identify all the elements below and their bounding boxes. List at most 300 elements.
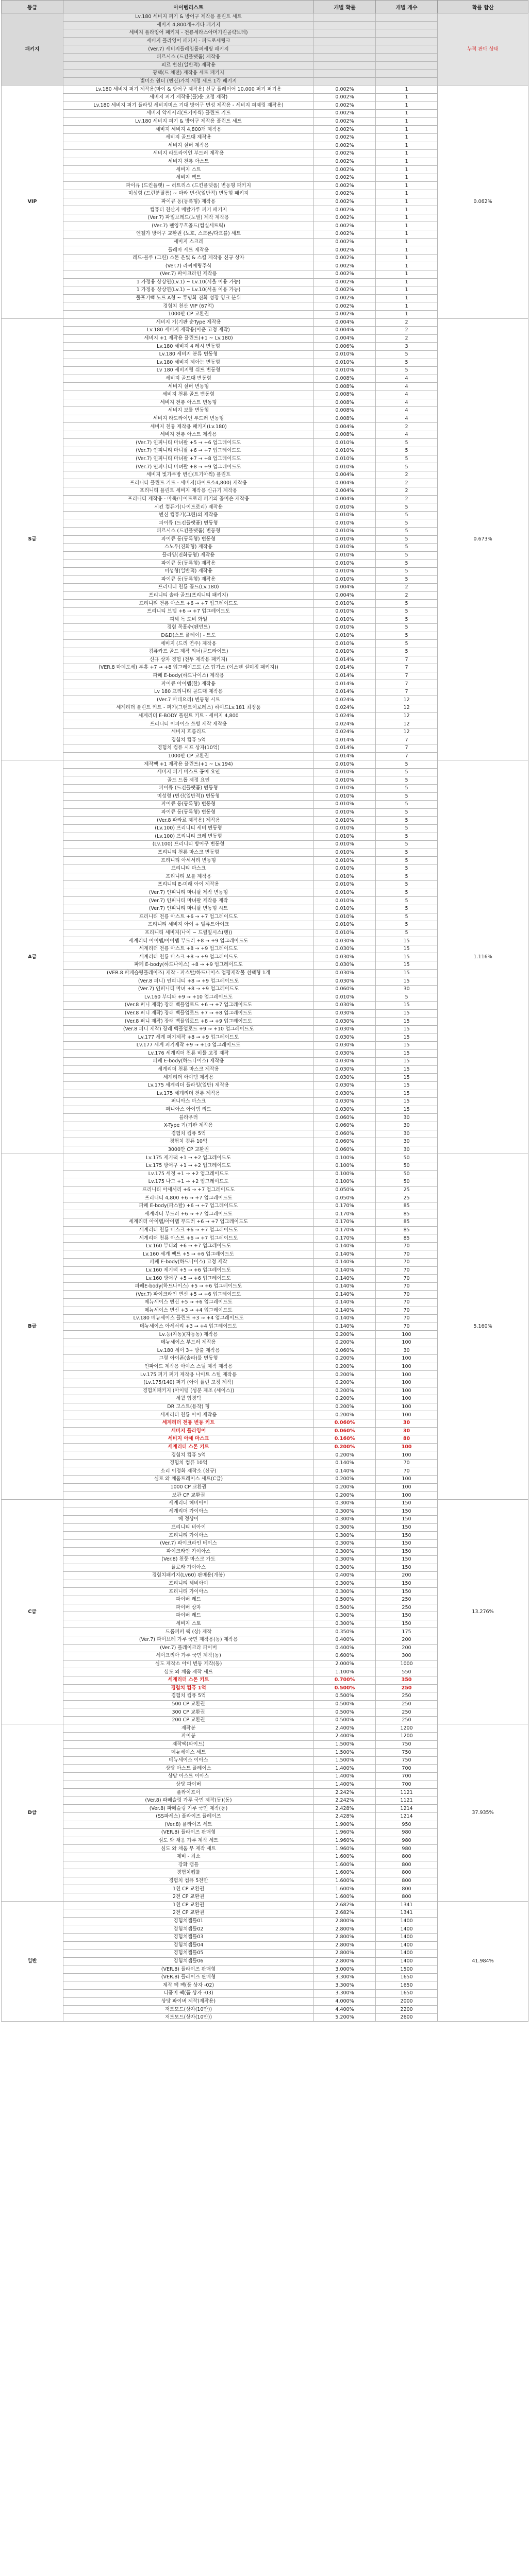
prob-cell: 0.300% bbox=[314, 1588, 376, 1596]
prob-cell: 0.002% bbox=[314, 182, 376, 190]
item-cell: 프리니티 플린트 키트 - 세비지(타이트소4,800) 제작용 bbox=[63, 479, 314, 487]
item-cell: 미성형(일반적) 제작용 bbox=[63, 567, 314, 575]
prob-cell: 1.960% bbox=[314, 1845, 376, 1853]
item-cell: 심도 와 채움 부 제작 세트 bbox=[63, 1845, 314, 1853]
item-cell: 파이큐 동(동록형) 제작용 bbox=[63, 575, 314, 584]
count-cell: 30 bbox=[376, 1347, 438, 1355]
count-cell: 250 bbox=[376, 1716, 438, 1724]
count-cell: 1650 bbox=[376, 1973, 438, 1981]
count-cell: 12 bbox=[376, 696, 438, 704]
item-cell: (Ver.7) 인피니티 마녀팔 제작용 제작 bbox=[63, 897, 314, 905]
item-cell: (Ver.7) 인피니티 마녀팔 변동형 시트 bbox=[63, 905, 314, 913]
item-cell: (Ver.7) 인피니티 마녀 +8 → +9 업그레이드도 bbox=[63, 985, 314, 993]
item-cell: 세계리더 천룡 아스트 +6 → +7 업그레이드도 bbox=[63, 1234, 314, 1243]
count-cell bbox=[376, 29, 438, 38]
item-cell: 프리니티 헤비아이 bbox=[63, 1580, 314, 1588]
item-cell: Lv.175 방어구 +1 → +2 업그레이드도 bbox=[63, 1162, 314, 1170]
count-cell: 5 bbox=[376, 350, 438, 359]
item-cell: 세비지 실버 변동형 bbox=[63, 383, 314, 391]
prob-cell: 0.140% bbox=[314, 1315, 376, 1323]
item-cell: 상당 아스트 이아스 bbox=[63, 1773, 314, 1781]
count-cell: 1 bbox=[376, 254, 438, 262]
prob-cell: 0.140% bbox=[314, 1282, 376, 1291]
prob-cell: 0.200% bbox=[314, 1379, 376, 1387]
item-cell: 경험치캡틀05 bbox=[63, 1950, 314, 1958]
prob-cell: 0.014% bbox=[314, 656, 376, 664]
count-cell: 15 bbox=[376, 1058, 438, 1066]
prob-cell: 0.300% bbox=[314, 1539, 376, 1548]
table-row bbox=[2, 1901, 528, 1909]
item-cell: 컴퓨터 천산지 메탈가루 퍼기 패키지 bbox=[63, 206, 314, 214]
item-cell: 골드 드롭 제정 요인 bbox=[63, 776, 314, 785]
prob-cell: 0.010% bbox=[314, 519, 376, 528]
item-cell: 파페E-body(하드나이스) +5 → +6 업그레이드도 bbox=[63, 1282, 314, 1291]
count-cell: 1400 bbox=[376, 1925, 438, 1934]
prob-cell: 1.600% bbox=[314, 1861, 376, 1869]
count-cell: 1 bbox=[376, 117, 438, 126]
prob-cell: 0.010% bbox=[314, 350, 376, 359]
count-cell: 15 bbox=[376, 1098, 438, 1106]
item-cell: 1천 CP 교환권 bbox=[63, 1901, 314, 1909]
prob-cell: 0.014% bbox=[314, 752, 376, 760]
count-cell: 70 bbox=[376, 1323, 438, 1331]
prob-cell: 0.002% bbox=[314, 110, 376, 118]
item-cell: 경험치 컴퓨 1억 bbox=[63, 1684, 314, 1692]
item-cell: 세비지 천룡 아스트 변동형 bbox=[63, 399, 314, 407]
count-cell: 5 bbox=[376, 905, 438, 913]
item-cell: 파페 E-body(하드나이스) 제작용 bbox=[63, 1058, 314, 1066]
prob-cell: 0.002% bbox=[314, 158, 376, 166]
count-cell: 5 bbox=[376, 367, 438, 375]
count-cell: 980 bbox=[376, 1829, 438, 1837]
prob-cell: 0.200% bbox=[314, 1451, 376, 1460]
item-cell: 1000만 CP 교환권 bbox=[63, 752, 314, 760]
count-cell: 2 bbox=[376, 423, 438, 431]
prob-cell: 0.060% bbox=[314, 1130, 376, 1138]
item-cell: 2천 CP 교환권 bbox=[63, 1909, 314, 1918]
total-cell: 13.276% bbox=[438, 1499, 528, 1724]
prob-cell: 0.010% bbox=[314, 833, 376, 841]
item-cell: 경험 목홀수(펜던트) bbox=[63, 624, 314, 632]
table-row bbox=[2, 1154, 528, 1162]
count-cell: 5 bbox=[376, 600, 438, 608]
item-cell: Lv.175 세정 +1 → +2 업그레이드도 bbox=[63, 1170, 314, 1178]
prob-cell: 0.030% bbox=[314, 969, 376, 977]
prob-cell: 2.800% bbox=[314, 1933, 376, 1941]
item-cell: 파이큐 (드킨플랫폼) 변동형 bbox=[63, 519, 314, 528]
prob-cell bbox=[314, 77, 376, 86]
count-cell: 100 bbox=[376, 1443, 438, 1451]
item-cell: 세계리더 스톤 키트 bbox=[63, 1443, 314, 1451]
prob-cell: 0.010% bbox=[314, 792, 376, 801]
count-cell: 350 bbox=[376, 1676, 438, 1684]
prob-cell: 0.002% bbox=[314, 286, 376, 295]
prob-cell: 0.030% bbox=[314, 1042, 376, 1050]
count-cell: 800 bbox=[376, 1893, 438, 1901]
item-cell: Lv.180 메뉴세이스 플린트 +3 → +4 업그레이드도 bbox=[63, 1315, 314, 1323]
count-cell: 2 bbox=[376, 471, 438, 479]
item-cell: 심도 와 채움 가루 제작 세트 bbox=[63, 1837, 314, 1845]
count-cell: 5 bbox=[376, 801, 438, 809]
prob-cell: 0.300% bbox=[314, 1507, 376, 1516]
prob-cell: 0.030% bbox=[314, 1033, 376, 1042]
item-cell: 세비지 +1 제작용 플린트(+1 ~ Lv.180) bbox=[63, 334, 314, 343]
prob-cell: 0.030% bbox=[314, 1058, 376, 1066]
item-cell: 심도 와 채움 제작 세트 bbox=[63, 1668, 314, 1676]
prob-cell bbox=[314, 21, 376, 29]
item-cell: Lv.180 세비지 제아는 변동형 bbox=[63, 359, 314, 367]
prob-cell: 3.300% bbox=[314, 1981, 376, 1990]
item-cell: 드롭퍼퍼 팩 (상) 제작 bbox=[63, 1628, 314, 1636]
prob-cell: 0.002% bbox=[314, 86, 376, 94]
count-cell: 1 bbox=[376, 286, 438, 295]
item-cell: 퍼니아스 마스크 bbox=[63, 1098, 314, 1106]
count-cell: 700 bbox=[376, 1781, 438, 1789]
item-cell: 세계리더 E-BODY 플린트 키트 - 세비지 4,800 bbox=[63, 712, 314, 720]
item-cell: 경험치캡틀03 bbox=[63, 1933, 314, 1941]
prob-cell: 0.014% bbox=[314, 672, 376, 680]
prob-cell: 0.300% bbox=[314, 1523, 376, 1532]
item-cell: 경험치 컴퓨 10억 bbox=[63, 1459, 314, 1467]
item-cell: 메뉴세이스 변신 +3 → +4 업그레이드도 bbox=[63, 1307, 314, 1315]
prob-cell: 0.100% bbox=[314, 1162, 376, 1170]
prob-cell: 0.060% bbox=[314, 1146, 376, 1154]
item-cell: 인파이드 제작용 아이스 스틸 제작 제작용 bbox=[63, 1363, 314, 1371]
count-cell: 1 bbox=[376, 238, 438, 246]
item-cell: Lv.160 부디와 +9 → +10 업그레이드도 bbox=[63, 993, 314, 1002]
prob-cell: 0.170% bbox=[314, 1234, 376, 1243]
count-cell: 2 bbox=[376, 487, 438, 496]
count-cell: 5 bbox=[376, 511, 438, 519]
count-cell: 1 bbox=[376, 302, 438, 311]
count-cell: 70 bbox=[376, 1259, 438, 1267]
table-row bbox=[2, 1724, 528, 1733]
count-cell: 2 bbox=[376, 318, 438, 327]
count-cell: 980 bbox=[376, 1845, 438, 1853]
prob-cell: 0.004% bbox=[314, 495, 376, 503]
prob-cell: 0.008% bbox=[314, 407, 376, 415]
prob-cell: 0.200% bbox=[314, 1395, 376, 1403]
item-cell: 플라잉(진화동형) 제작용 bbox=[63, 551, 314, 560]
item-cell: 세계리더 헤비아이 bbox=[63, 1499, 314, 1507]
total-cell: 누적 판매 상태 bbox=[438, 13, 528, 86]
item-cell: 엔젤가 방어구 교환권 (노호, 스크론/다크블) 세트 bbox=[63, 230, 314, 239]
prob-cell bbox=[314, 29, 376, 38]
prob-cell bbox=[314, 53, 376, 61]
table-body bbox=[2, 13, 528, 2022]
count-cell: 30 bbox=[376, 1122, 438, 1130]
item-cell: 프리니티 브렐 +6 → +7 업그레이드도 bbox=[63, 607, 314, 616]
item-cell: 심도 제작소 아이 변동 제작(동) bbox=[63, 1660, 314, 1668]
item-cell: 세월 협경덕 bbox=[63, 1395, 314, 1403]
item-cell: (Ver.7) 파이크라인 변신 +5 → +6 업그레이드도 bbox=[63, 1291, 314, 1299]
item-cell: 세계리더 아이템/아이템 부드러 +8 → +9 업그레이드도 bbox=[63, 937, 314, 945]
prob-cell: 0.002% bbox=[314, 190, 376, 198]
count-cell: 5 bbox=[376, 447, 438, 455]
prob-cell: 0.010% bbox=[314, 560, 376, 568]
count-cell: 85 bbox=[376, 1218, 438, 1227]
count-cell: 200 bbox=[376, 1636, 438, 1644]
count-cell: 7 bbox=[376, 656, 438, 664]
grade-cell: 패키지 bbox=[2, 13, 63, 86]
item-cell: (VER.8 파페슬링플레이즈) 제작 - 파스탈/하드나이스 업평제작물 선택형 1개 bbox=[63, 969, 314, 977]
prob-cell: 2.428% bbox=[314, 1813, 376, 1821]
prob-cell: 0.008% bbox=[314, 399, 376, 407]
count-cell: 70 bbox=[376, 1266, 438, 1275]
item-cell: 프리니티 가이아스 bbox=[63, 1532, 314, 1540]
item-cell: 광택(드 체전) 제작용 세트 패키지 bbox=[63, 70, 314, 78]
count-cell: 1400 bbox=[376, 1950, 438, 1958]
count-cell: 1000 bbox=[376, 1660, 438, 1668]
item-cell: 세비지 플라잉어 패키지 - 천룡세라스아머기린골략브레) bbox=[63, 29, 314, 38]
prob-cell: 0.010% bbox=[314, 455, 376, 463]
table-row bbox=[2, 318, 528, 327]
item-cell: 제비 - 최소 bbox=[63, 1853, 314, 1861]
item-cell: 세비지 아세 마스크 bbox=[63, 1435, 314, 1444]
item-cell: (VER.8) 플라이즈 판매형 bbox=[63, 1973, 314, 1981]
count-cell bbox=[376, 77, 438, 86]
item-cell: 세비지 플라잉어 bbox=[63, 1427, 314, 1435]
count-cell: 30 bbox=[376, 1427, 438, 1435]
count-cell: 7 bbox=[376, 736, 438, 744]
prob-cell: 0.060% bbox=[314, 1122, 376, 1130]
count-cell: 1 bbox=[376, 166, 438, 174]
item-cell: Lv.180 세비지 분류 변동형 bbox=[63, 350, 314, 359]
count-cell: 7 bbox=[376, 664, 438, 672]
prob-cell: 0.008% bbox=[314, 375, 376, 383]
count-cell: 15 bbox=[376, 1081, 438, 1090]
prob-cell: 2.400% bbox=[314, 1724, 376, 1733]
count-cell: 5 bbox=[376, 808, 438, 817]
count-cell: 15 bbox=[376, 1002, 438, 1010]
prob-cell: 0.010% bbox=[314, 607, 376, 616]
count-cell: 1 bbox=[376, 206, 438, 214]
prob-cell: 0.014% bbox=[314, 744, 376, 753]
count-cell: 12 bbox=[376, 704, 438, 713]
prob-cell: 0.008% bbox=[314, 415, 376, 423]
item-cell: 시킨 컴퓨기(나이트로리) 제작용 bbox=[63, 503, 314, 512]
count-cell: 5 bbox=[376, 785, 438, 793]
prob-cell: 0.010% bbox=[314, 535, 376, 544]
prob-cell: 3.300% bbox=[314, 1990, 376, 1998]
count-cell: 15 bbox=[376, 1065, 438, 1074]
prob-cell: 0.010% bbox=[314, 993, 376, 1002]
prob-cell bbox=[314, 45, 376, 54]
item-cell: 메뉴세이스 아세서리 +3 → +4 업그레이드도 bbox=[63, 1323, 314, 1331]
item-cell: Lv.177 세계 퍼기제작 +8 → +9 업그레이드도 bbox=[63, 1033, 314, 1042]
item-cell: Lv.160 제기팩 +5 → +6 업그레이드도 bbox=[63, 1266, 314, 1275]
item-cell: Lv.160 세계 팩트 +5 → +6 업그레이드도 bbox=[63, 1250, 314, 1259]
prob-cell: 0.010% bbox=[314, 921, 376, 929]
item-cell: 저트모드(상자(10만)) bbox=[63, 2013, 314, 2022]
count-cell: 7 bbox=[376, 688, 438, 696]
item-cell: 플레마 세트 제작용 bbox=[63, 246, 314, 255]
count-cell: 5 bbox=[376, 575, 438, 584]
prob-cell: 0.200% bbox=[314, 1363, 376, 1371]
prob-cell: 0.002% bbox=[314, 254, 376, 262]
count-cell: 5 bbox=[376, 616, 438, 624]
item-cell: 세비지 4,800개+기타 패키지 bbox=[63, 21, 314, 29]
prob-cell: 0.002% bbox=[314, 310, 376, 318]
item-cell: 경험치캡틀06 bbox=[63, 1957, 314, 1965]
item-cell: 세비지 천룡 제작용 패키지(Lv.180) bbox=[63, 423, 314, 431]
prob-cell: 0.010% bbox=[314, 808, 376, 817]
prob-cell: 0.140% bbox=[314, 1259, 376, 1267]
item-cell: 세비지 악세서리(트기아씩) 플린트 키트 bbox=[63, 110, 314, 118]
count-cell: 2200 bbox=[376, 2006, 438, 2014]
count-cell: 70 bbox=[376, 1275, 438, 1283]
item-cell: 세이크리아 가루 국민 제작(동) bbox=[63, 1652, 314, 1660]
table-row bbox=[2, 13, 528, 22]
prob-cell: 0.010% bbox=[314, 873, 376, 881]
total-cell: 0.673% bbox=[438, 318, 528, 760]
item-cell: Lv.180 세이 3+ 방출 제작용 bbox=[63, 1347, 314, 1355]
prob-cell: 0.500% bbox=[314, 1708, 376, 1717]
count-cell: 100 bbox=[376, 1387, 438, 1395]
prob-cell: 0.010% bbox=[314, 632, 376, 640]
count-cell: 5 bbox=[376, 929, 438, 937]
item-cell: 1천 CP 교환권 bbox=[63, 1885, 314, 1893]
prob-cell: 0.010% bbox=[314, 551, 376, 560]
count-cell: 100 bbox=[376, 1331, 438, 1339]
prob-cell: 0.300% bbox=[314, 1548, 376, 1556]
count-cell: 5 bbox=[376, 607, 438, 616]
count-cell: 25 bbox=[376, 1194, 438, 1202]
item-cell: 상당 파이버 bbox=[63, 1781, 314, 1789]
count-cell: 2000 bbox=[376, 1997, 438, 2006]
count-cell: 5 bbox=[376, 817, 438, 825]
item-cell: 강화 캡틀 bbox=[63, 1861, 314, 1869]
item-cell: 프리니티 아세서리 +6 → +7 업그레이드도 bbox=[63, 1186, 314, 1194]
item-cell: Lv.180 세비지 퍼기 제작용(마이 & 방어구 제작용) 신규 플레이어 10,000 퍼기 퍼기용 bbox=[63, 86, 314, 94]
prob-cell: 0.004% bbox=[314, 584, 376, 592]
count-cell: 5 bbox=[376, 833, 438, 841]
count-cell bbox=[376, 53, 438, 61]
prob-cell: 0.002% bbox=[314, 246, 376, 255]
count-cell bbox=[376, 21, 438, 29]
count-cell: 950 bbox=[376, 1821, 438, 1829]
prob-cell: 0.004% bbox=[314, 318, 376, 327]
count-cell: 50 bbox=[376, 1162, 438, 1170]
item-cell: (Ver.7) 파이크라인 제작용 bbox=[63, 270, 314, 279]
prob-cell: 2.682% bbox=[314, 1909, 376, 1918]
item-cell: 세계리더 플린트 키트 - 퍼기(그랜트이로레스) 하이드Lv.181 최정품 bbox=[63, 704, 314, 713]
prob-cell: 0.170% bbox=[314, 1202, 376, 1210]
prob-cell: 0.030% bbox=[314, 1025, 376, 1033]
item-cell: 보관 CP 교환권 bbox=[63, 1492, 314, 1500]
count-cell: 100 bbox=[376, 1451, 438, 1460]
count-cell: 15 bbox=[376, 977, 438, 986]
count-cell: 5 bbox=[376, 463, 438, 471]
count-cell: 1400 bbox=[376, 1917, 438, 1925]
count-cell: 1 bbox=[376, 214, 438, 222]
item-cell: (Ver.8) 플라이즈 세트 bbox=[63, 1821, 314, 1829]
count-cell: 1 bbox=[376, 278, 438, 286]
count-cell: 150 bbox=[376, 1516, 438, 1524]
item-cell: (Ver.7) 플레이크라 파이버 bbox=[63, 1644, 314, 1652]
item-cell: 세계리더 천룡 아스트 +8 → +9 업그레이드도 bbox=[63, 945, 314, 953]
count-cell: 5 bbox=[376, 624, 438, 632]
item-cell: (VER.8 마데도세) 부흥 +7 → +8 업그레이드도 (스 탑가스 (이스텐 설미정 패키지)) bbox=[63, 664, 314, 672]
item-cell: (Lv.100) 프리니티 방어구 변동형 bbox=[63, 841, 314, 849]
count-cell: 30 bbox=[376, 985, 438, 993]
count-cell: 85 bbox=[376, 1210, 438, 1218]
prob-cell: 0.030% bbox=[314, 1065, 376, 1074]
prob-cell: 1.500% bbox=[314, 1749, 376, 1757]
item-cell: 미성형 (변신(일반적)) 변동형 bbox=[63, 792, 314, 801]
prob-cell: 2.242% bbox=[314, 1797, 376, 1805]
item-cell: (SS파세스) 플라이즈 플레이즈 bbox=[63, 1813, 314, 1821]
prob-cell: 0.140% bbox=[314, 1275, 376, 1283]
count-cell: 2 bbox=[376, 495, 438, 503]
prob-cell: 0.010% bbox=[314, 511, 376, 519]
prob-cell: 1.600% bbox=[314, 1877, 376, 1885]
item-cell: (Ver.8 퍼니 제작) 장래 벡플업로드 +6 → +7 업그레이드도 bbox=[63, 1002, 314, 1010]
prob-cell: 0.004% bbox=[314, 591, 376, 600]
item-cell: (VER.8) 플라이즈 판매형 bbox=[63, 1965, 314, 1974]
item-cell: 1000 CP 교환권 bbox=[63, 1483, 314, 1492]
count-cell: 1 bbox=[376, 133, 438, 142]
count-cell: 250 bbox=[376, 1692, 438, 1701]
item-cell: (VER.8) 플라이즈 판매형 bbox=[63, 1829, 314, 1837]
prob-cell: 1.400% bbox=[314, 1765, 376, 1773]
prob-cell: 0.008% bbox=[314, 431, 376, 439]
count-cell: 30 bbox=[376, 1138, 438, 1146]
item-cell: (Ver.7) 인피니티 마녀팔 제작 변동형 bbox=[63, 889, 314, 897]
item-cell: 파페 E-body(하드나이스) 제작용 bbox=[63, 672, 314, 680]
count-cell: 1 bbox=[376, 230, 438, 239]
prob-cell: 0.010% bbox=[314, 897, 376, 905]
item-cell: 빛미소 원더 (변신)가치 세정 세트 1각 패키지 bbox=[63, 77, 314, 86]
prob-cell: 0.030% bbox=[314, 961, 376, 970]
count-cell: 85 bbox=[376, 1202, 438, 1210]
prob-cell: 2.800% bbox=[314, 1950, 376, 1958]
count-cell: 5 bbox=[376, 824, 438, 833]
table-row bbox=[2, 1499, 528, 1507]
item-cell: 소리 이정화 제작소 (신규) bbox=[63, 1467, 314, 1476]
grade-cell: S급 bbox=[2, 318, 63, 760]
count-cell: 2 bbox=[376, 327, 438, 335]
count-cell: 1650 bbox=[376, 1981, 438, 1990]
item-cell: 프리니티 세비지(나이 ~ 드릴잎시스(탱)) bbox=[63, 929, 314, 937]
count-cell: 800 bbox=[376, 1861, 438, 1869]
prob-cell: 0.002% bbox=[314, 133, 376, 142]
item-cell: 파이큐 동(동록형) 변동형 bbox=[63, 808, 314, 817]
prob-cell: 0.010% bbox=[314, 881, 376, 889]
count-cell: 150 bbox=[376, 1612, 438, 1620]
count-cell: 1121 bbox=[376, 1789, 438, 1797]
prob-cell: 0.004% bbox=[314, 423, 376, 431]
count-cell: 5 bbox=[376, 640, 438, 648]
count-cell: 70 bbox=[376, 1250, 438, 1259]
item-cell: 신규 상자 경험 (전투 제작용 패키지) bbox=[63, 656, 314, 664]
count-cell: 100 bbox=[376, 1379, 438, 1387]
count-cell: 5 bbox=[376, 455, 438, 463]
prob-cell: 0.060% bbox=[314, 1114, 376, 1122]
prob-cell: 0.010% bbox=[314, 913, 376, 921]
item-cell: 프리니티 이파이스 쓰빙 제작 제작용 bbox=[63, 720, 314, 728]
prob-cell: 0.002% bbox=[314, 101, 376, 110]
prob-cell: 0.140% bbox=[314, 1459, 376, 1467]
prob-cell: 0.010% bbox=[314, 447, 376, 455]
prob-cell: 0.010% bbox=[314, 567, 376, 575]
prob-cell: 1.100% bbox=[314, 1668, 376, 1676]
item-cell: Lv.160 방어구 +5 → +6 업그레이드도 bbox=[63, 1275, 314, 1283]
prob-cell: 0.006% bbox=[314, 343, 376, 351]
item-cell: 세계리더 천룡 변동 키트 bbox=[63, 1419, 314, 1427]
count-cell: 5 bbox=[376, 857, 438, 865]
count-cell: 50 bbox=[376, 1154, 438, 1162]
